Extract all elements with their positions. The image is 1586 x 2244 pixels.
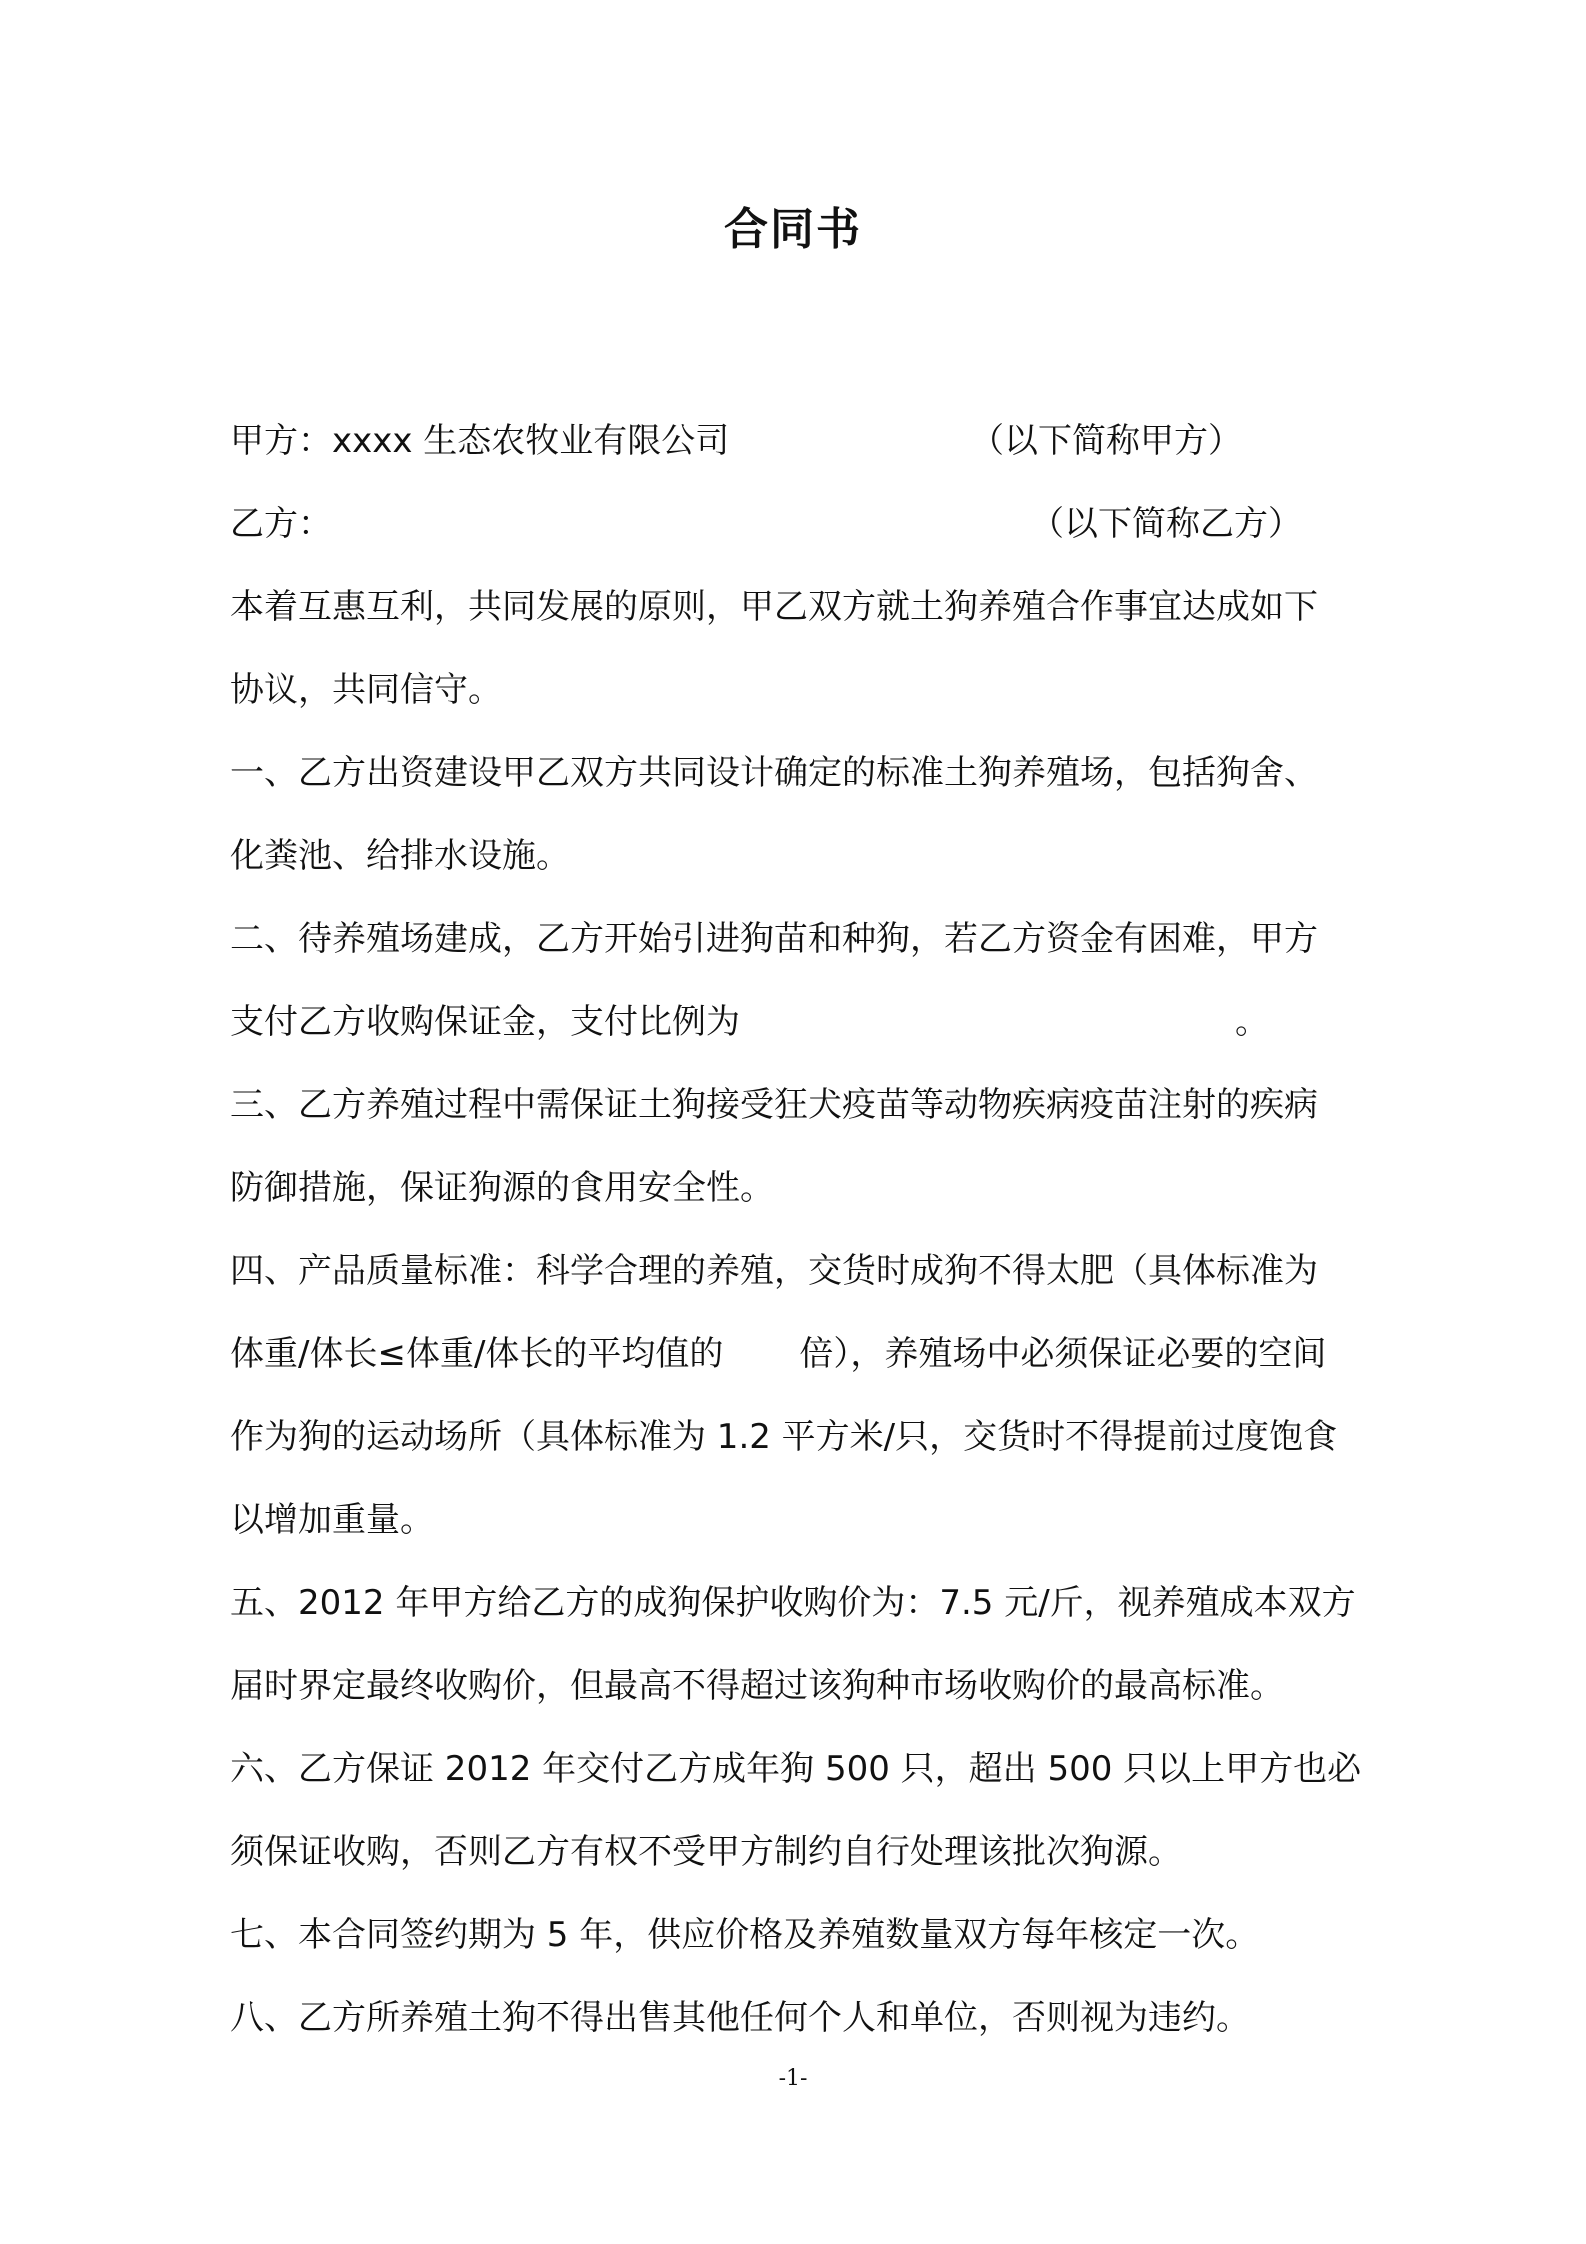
clause-2-line-1: 二、待养殖场建成，乙方开始引进狗苗和种狗，若乙方资金有困难，甲方 [230, 919, 1318, 959]
clause-5-line-2: 届时界定最终收购价，但最高不得超过该狗种市场收购价的最高标准。 [230, 1666, 1284, 1706]
clause-1-line-2: 化粪池、给排水设施。 [230, 836, 570, 876]
party-a-label: 甲方：xxxx 生态农牧业有限公司 [230, 421, 730, 461]
clause-2-line-2 [230, 981, 1440, 1064]
document-body [230, 400, 1440, 2060]
party-a-line [230, 400, 1440, 483]
clause-4-line-3: 作为狗的运动场所（具体标准为 1.2 平方米/只，交货时不得提前过度饱食 [230, 1417, 1338, 1457]
clause-6-line-1: 六、乙方保证 2012 年交付乙方成年狗 500 只，超出 500 只以上甲方也必 [230, 1749, 1362, 1789]
clause-2-suffix: 。 [1235, 1002, 1269, 1042]
clause-1-line-1: 一、乙方出资建设甲乙双方共同设计确定的标准土狗养殖场，包括狗舍、 [230, 753, 1318, 793]
clause-3-line-1: 三、乙方养殖过程中需保证土狗接受狂犬疫苗等动物疾病疫苗注射的疾病 [230, 1085, 1318, 1125]
clause-4-line-1: 四、产品质量标准：科学合理的养殖，交货时成狗不得太肥（具体标准为 [230, 1251, 1318, 1291]
document-title: 合同书 [724, 204, 862, 255]
clause-4-line-4: 以增加重量。 [230, 1500, 434, 1540]
clause-5-line-1: 五、2012 年甲方给乙方的成狗保护收购价为：7.5 元/斤，视养殖成本双方 [230, 1583, 1356, 1623]
preamble-line-1: 本着互惠互利，共同发展的原则，甲乙双方就土狗养殖合作事宜达成如下 [230, 587, 1318, 627]
clause-4-line-2 [230, 1313, 1440, 1396]
party-b-line [230, 483, 1440, 566]
clause-6-line-2: 须保证收购，否则乙方有权不受甲方制约自行处理该批次狗源。 [230, 1832, 1182, 1872]
clause-3-line-2: 防御措施，保证狗源的食用安全性。 [230, 1168, 774, 1208]
clause-8-line-1: 八、乙方所养殖土狗不得出售其他任何个人和单位，否则视为违约。 [230, 1998, 1250, 2038]
clause-2-prefix: 支付乙方收购保证金，支付比例为 [230, 1002, 740, 1042]
clause-4-suffix: 倍），养殖场中必须保证必要的空间 [799, 1334, 1327, 1374]
clause-7-line-1: 七、本合同签约期为 5 年，供应价格及养殖数量双方每年核定一次。 [230, 1915, 1260, 1955]
clause-4-prefix: 体重/体长≤体重/体长的平均值的 [230, 1334, 724, 1374]
page-number: -1- [778, 2066, 808, 2091]
party-b-label: 乙方： [230, 504, 332, 544]
party-a-alias: （以下简称甲方） [970, 421, 1242, 461]
preamble-line-2: 协议，共同信守。 [230, 670, 502, 710]
party-b-alias: （以下简称乙方） [1030, 504, 1302, 544]
